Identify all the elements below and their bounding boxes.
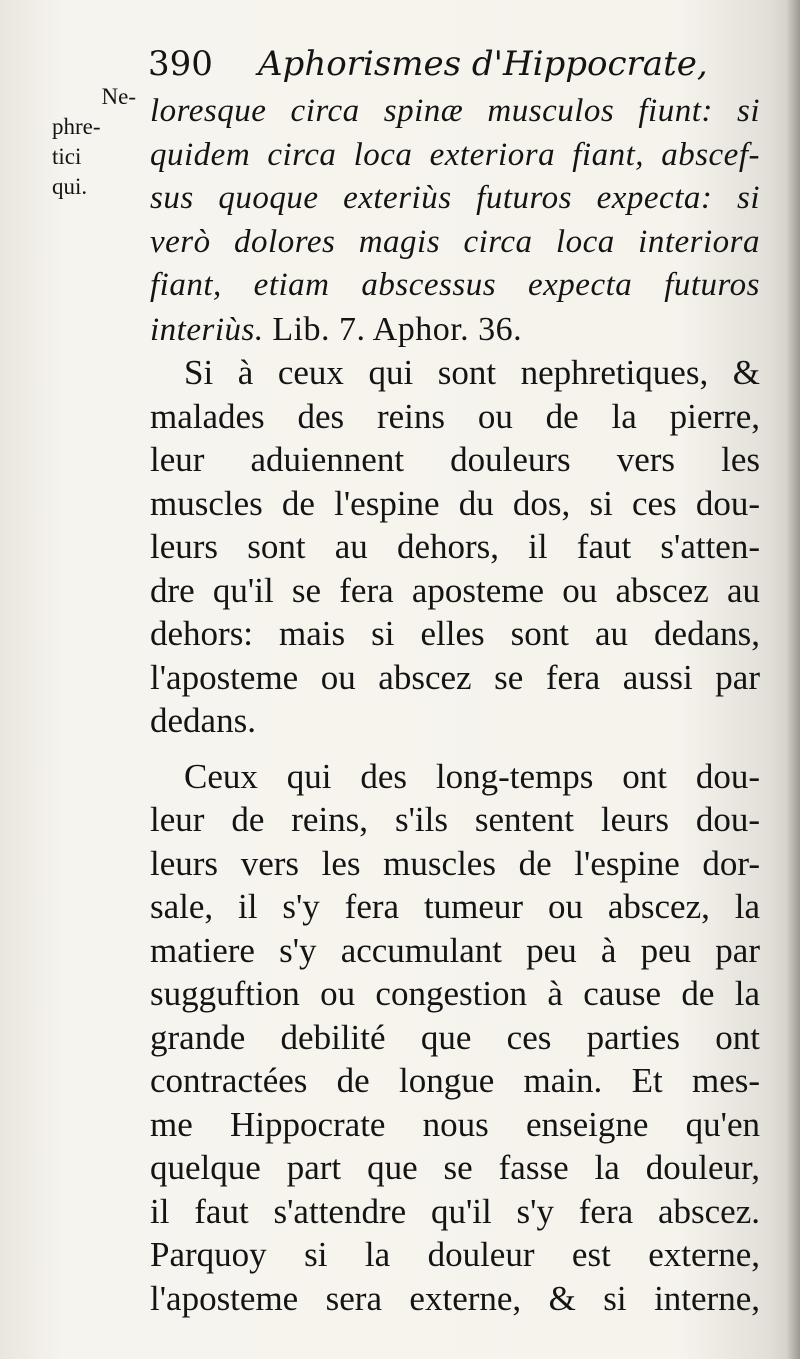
text-line xyxy=(150,308,760,352)
margin-note-line: tici xyxy=(52,144,82,169)
text-line: sale, il s'y fera tumeur ou abscez, la xyxy=(150,887,760,926)
text-line: quelque part que se fasse la douleur, xyxy=(150,1148,760,1187)
text-line: sugguftion ou congestion à cause de la xyxy=(150,974,760,1013)
page-header xyxy=(148,42,768,86)
text-line: grande debilité que ces parties ont xyxy=(150,1017,760,1057)
text-line: dre qu'il se fera aposteme ou abscez au xyxy=(150,570,760,610)
text-line: l'aposteme ou abscez se fera aussi par xyxy=(150,657,760,697)
text-line: muscles de l'espine du dos, si ces dou- xyxy=(150,483,760,523)
page-number: 390 xyxy=(148,44,213,84)
text-line: leurs vers les muscles de l'espine dor- xyxy=(150,843,760,883)
text-line: sus quoque exteriùs futuros expecta: si xyxy=(150,180,760,216)
text-line: leur aduiennent douleurs vers les xyxy=(150,440,760,479)
text-line: me Hippocrate nous enseigne qu'en xyxy=(150,1104,760,1144)
text-line: l'aposteme sera externe, & si interne, xyxy=(150,1278,760,1318)
page-gutter-shadow xyxy=(786,0,800,1359)
french-paragraph-2 xyxy=(150,755,760,1321)
running-title: Aphorismes d'Hippocrate, xyxy=(258,44,708,84)
latin-quotation xyxy=(150,90,760,351)
text-line: Parquoy si la douleur est externe, xyxy=(150,1235,760,1274)
text-line: malades des reins ou de la pierre, xyxy=(150,396,760,436)
text-line: loresque circa spinæ musculos fiunt: si xyxy=(150,93,760,129)
aphorism-reference: Lib. 7. Aphor. 36. xyxy=(272,310,523,348)
text-line: Si à ceux qui sont nephretiques, & xyxy=(184,353,760,392)
text-line: il faut s'attendre qu'il s'y fera abscez. xyxy=(150,1191,760,1231)
body-text xyxy=(150,90,760,1320)
french-paragraph-1 xyxy=(150,351,760,743)
text-line: contractées de longue main. Et mes- xyxy=(150,1061,760,1100)
text-line: verò dolores magis circa loca interiora xyxy=(150,223,760,260)
margin-note xyxy=(52,82,138,202)
text-line: Ceux qui des long-temps ont dou- xyxy=(184,756,760,796)
text-line: dehors: mais si elles sont au dedans, xyxy=(150,614,760,653)
text-line: quidem circa loca exteriora fiant, abscef- xyxy=(150,136,760,173)
margin-note-line: Ne- xyxy=(101,84,136,109)
text-line: leurs sont au dehors, il faut s'atten- xyxy=(150,527,760,566)
margin-note-line: phre- xyxy=(52,114,101,139)
latin-last-words: interiùs. xyxy=(150,311,264,348)
text-line: fiant, etiam abscessus expecta futuros xyxy=(150,267,760,303)
margin-note-line: qui. xyxy=(52,174,88,199)
text-line: leur de reins, s'ils sentent leurs dou- xyxy=(150,800,760,839)
text-line: dedans. xyxy=(150,701,256,740)
text-line: matiere s'y accumulant peu à peu par xyxy=(150,930,760,970)
